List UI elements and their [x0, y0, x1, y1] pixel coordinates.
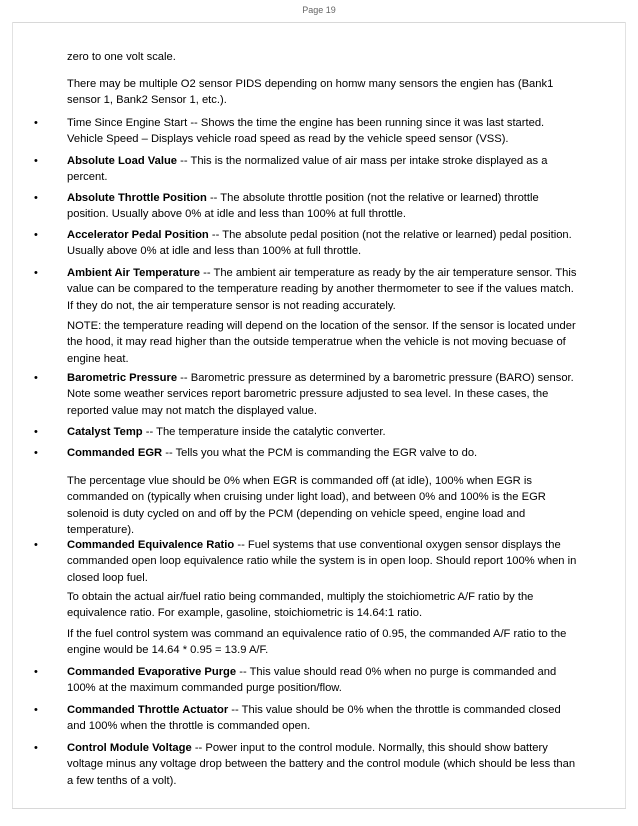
list-item-accelerator-pedal-position: [67, 227, 598, 260]
list-item-commanded-evaporative-purge: [67, 664, 598, 697]
list-item-time-since-start: [67, 115, 598, 148]
term-description: -- Tells you what the PCM is commanding the EGR valve to do.: [162, 447, 478, 459]
term-description: -- The temperature inside the catalytic converter.: [142, 426, 386, 438]
term-heading: Commanded Evaporative Purge: [67, 666, 237, 678]
bullet-marker: •: [34, 426, 38, 438]
list-item-line: [67, 537, 598, 553]
list-item-line: If they do not, the air temperature sensor is not reading accurately.: [67, 299, 396, 312]
note-paragraph-egr: [67, 473, 598, 539]
list-item-line: a few tenths of a volt).: [67, 774, 177, 787]
term-description: -- Fuel systems that use conventional oxygen sensor displays the: [234, 539, 561, 551]
term-heading: Commanded Equivalence Ratio: [67, 539, 235, 551]
list-item-commanded-egr: [67, 445, 598, 461]
term-heading: Control Module Voltage: [67, 742, 192, 754]
bullet-marker: •: [34, 192, 38, 204]
bullet-marker: •: [34, 447, 38, 459]
list-item-line: closed loop fuel.: [67, 571, 148, 584]
list-item-line: reported value may not match the displayed value.: [67, 404, 317, 417]
term-description: -- This value should be 0% when the throttle is commanded closed: [228, 704, 561, 716]
list-item-line: 100% at the maximum commanded purge position/flow.: [67, 682, 342, 695]
page-right-edge: [625, 22, 626, 808]
list-item-line: and 100% when the throttle is commanded open.: [67, 720, 311, 733]
term-heading: Absolute Load Value: [67, 155, 178, 167]
note-line: commanded on (typically when cruising under light load), and between 0% and 100% is the EGR: [67, 491, 546, 504]
intro-line: sensor 1, Bank2 Sensor 1, etc.).: [67, 94, 227, 107]
bullet-marker: •: [34, 742, 38, 754]
note-line: The percentage vlue should be 0% when EGR is commanded off (at idle), 100% when EGR is: [67, 475, 532, 487]
term-heading: Barometric Pressure: [67, 372, 178, 384]
list-item-line: [67, 424, 598, 440]
list-item-line: [67, 227, 598, 243]
list-item-line: position. Usually above 0% at idle and less than 100% at full throttle.: [67, 208, 406, 221]
note-paragraph-afr: [67, 589, 598, 622]
list-item-line: [67, 153, 598, 169]
note-line: NOTE: the temperature reading will depend on the location of the sensor. If the sensor is located under: [67, 320, 576, 332]
list-item-line: percent.: [67, 171, 108, 184]
term-description: -- Barometric pressure as determined by a barometric pressure (BARO) sensor.: [177, 372, 574, 384]
bullet-marker: •: [34, 704, 38, 716]
bullet-marker: •: [34, 229, 38, 241]
list-item-commanded-equivalence-ratio: [67, 537, 598, 586]
list-item-absolute-load-value: [67, 153, 598, 186]
list-item-line: Time Since Engine Start -- Shows the time the engine has been running since it was last started.: [67, 117, 545, 129]
list-item-line: Note some weather services report barometric pressure adjusted to sea level. In these cases, the: [67, 388, 549, 401]
list-item-line: [67, 445, 598, 461]
bullet-marker: •: [34, 372, 38, 384]
intro-line: There may be multiple O2 sensor PIDS depending on homw many sensors the engien has (Bank1: [67, 78, 554, 90]
list-item-control-module-voltage: [67, 740, 598, 789]
term-description: -- This is the normalized value of air mass per intake stroke displayed as a: [177, 155, 548, 167]
term-heading: Commanded EGR: [67, 447, 163, 459]
term-heading: Catalyst Temp: [67, 426, 143, 438]
term-description: -- Power input to the control module. Normally, this should show battery: [191, 742, 548, 754]
bullet-marker: •: [34, 117, 38, 129]
list-item-line: Vehicle Speed – Displays vehicle road speed as read by the vehicle speed sensor (VSS).: [67, 133, 509, 146]
list-item-catalyst-temp: [67, 424, 598, 440]
bullet-marker: •: [34, 666, 38, 678]
page-bottom-rule: [12, 808, 626, 809]
note-line: equivalence ratio. For example, gasoline, stoichiometric is 14.64:1 ratio.: [67, 607, 423, 620]
note-line: If the fuel control system was command an equivalence ratio of 0.95, the commanded A/F ratio to the: [67, 628, 567, 640]
list-item-line: [67, 702, 598, 718]
intro-paragraph: [67, 49, 598, 65]
note-line: engine would be 14.64 * 0.95 = 13.9 A/F.: [67, 644, 269, 657]
page-left-edge: [12, 22, 13, 808]
term-heading: Ambient Air Temperature: [67, 267, 201, 279]
list-item-commanded-throttle-actuator: [67, 702, 598, 735]
note-paragraph-temperature: [67, 318, 598, 367]
intro-line: zero to one volt scale.: [67, 51, 176, 63]
list-item-ambient-air-temperature: [67, 265, 598, 314]
page-number-label: Page 19: [302, 5, 336, 15]
term-description: -- The ambient air temperature as ready by the air temperature sensor. This: [200, 267, 577, 279]
list-item-line: [67, 740, 598, 756]
term-heading: Absolute Throttle Position: [67, 192, 207, 204]
note-paragraph-afr-example: [67, 626, 598, 659]
list-item-absolute-throttle-position: [67, 190, 598, 223]
bullet-marker: •: [34, 267, 38, 279]
bullet-marker: •: [34, 539, 38, 551]
note-line: To obtain the actual air/fuel ratio being commanded, multiply the stoichiometric A/F ratio by the: [67, 591, 534, 603]
list-item-line: [67, 370, 598, 386]
list-item-line: commanded open loop equivalence ratio while the system is in open loop. Should report 100% when in: [67, 555, 577, 568]
page-top-rule: [12, 22, 626, 23]
list-item-line: [67, 664, 598, 680]
list-item-line: value can be compared to the temperature reading by another thermometer to see if the values match.: [67, 283, 574, 296]
list-item-line: voltage minus any voltage drop between the battery and the control module (which should be less than: [67, 758, 576, 771]
term-description: -- The absolute pedal position (not the relative or learned) pedal position.: [208, 229, 572, 241]
note-line: engine heat.: [67, 352, 129, 365]
list-item-barometric-pressure: [67, 370, 598, 419]
note-line: solenoid is duty cycled on and off by the PCM (depending on vehicle speed, engine load and: [67, 507, 526, 520]
term-heading: Accelerator Pedal Position: [67, 229, 209, 241]
term-heading: Commanded Throttle Actuator: [67, 704, 229, 716]
list-item-line: [67, 265, 598, 281]
intro-paragraph-2: [67, 76, 598, 109]
term-description: -- This value should read 0% when no purge is commanded and: [236, 666, 557, 678]
list-item-line: [67, 190, 598, 206]
list-item-line: Usually above 0% at idle and less than 100% at full throttle.: [67, 245, 362, 258]
bullet-marker: •: [34, 155, 38, 167]
term-description: -- The absolute throttle position (not the relative or learned) throttle: [206, 192, 539, 204]
note-line: the hood, it may read higher than the outside temperatrue when the vehicle is not moving becuase of: [67, 336, 566, 349]
note-line: temperature).: [67, 524, 135, 537]
